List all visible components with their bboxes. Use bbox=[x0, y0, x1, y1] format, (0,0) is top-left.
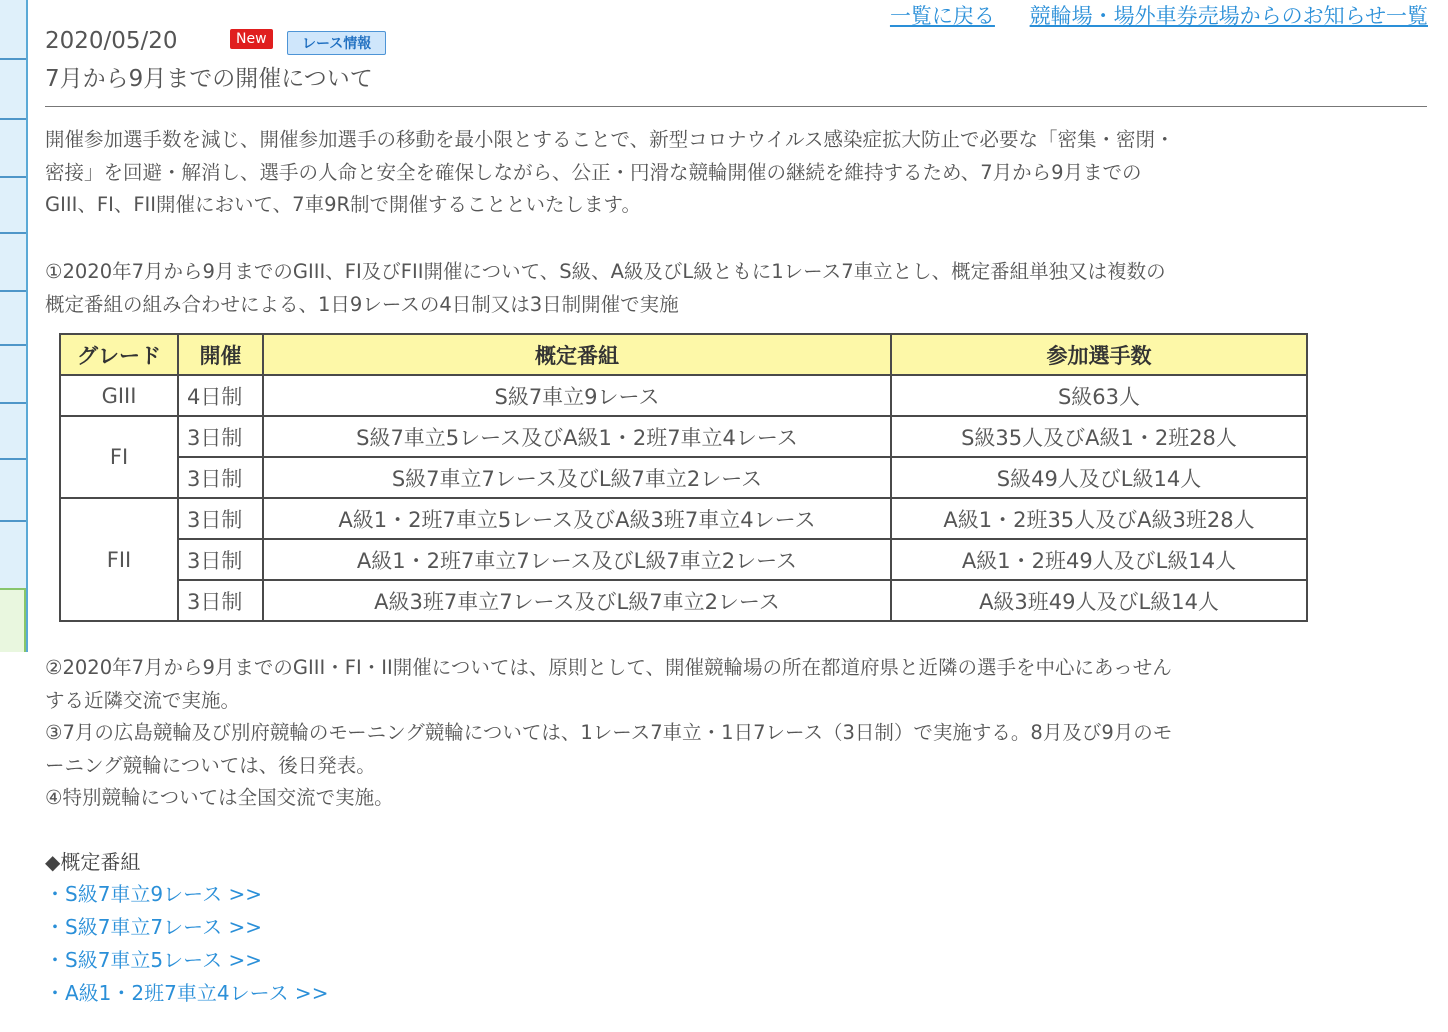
item-1-paragraph: ①2020年7月から9月までのGIII、FI及びFII開催について、S級、A級及びL級ともに1レース7車立とし、概定番組単独又は複数の 概定番組の組み合わせによる、1日9レースの4日制又は3日制開催で実施 bbox=[45, 260, 1166, 316]
article-date: 2020/05/20 bbox=[45, 28, 178, 54]
item-3-line: ーニング競輪については、後日発表。 bbox=[45, 753, 376, 777]
program-cell: S級7車立5レース及びA級1・2班7車立4レース bbox=[263, 416, 891, 457]
riders-cell: A級1・2班49人及びL級14人 bbox=[891, 539, 1307, 580]
item-2-line: する近隣交流で実施。 bbox=[45, 688, 241, 712]
title-divider bbox=[45, 106, 1427, 107]
days-cell: 4日制 bbox=[178, 375, 263, 416]
left-sidebar-strip bbox=[0, 0, 28, 652]
program-cell: A級1・2班7車立7レース及びL級7車立2レース bbox=[263, 539, 891, 580]
days-cell: 3日制 bbox=[178, 457, 263, 498]
riders-cell: S級63人 bbox=[891, 375, 1307, 416]
news-list-link[interactable]: 競輪場・場外車券売場からのお知らせ一覧 bbox=[1029, 4, 1428, 28]
item-2-line: ②2020年7月から9月までのGIII・FI・II開催については、原則として、開催競輪場の所在都道府県と近隣の選手を中心にあっせん bbox=[45, 656, 1172, 679]
back-to-list-link[interactable]: 一覧に戻る bbox=[889, 4, 995, 28]
table-row bbox=[60, 539, 1307, 580]
header-grade: グレード bbox=[60, 334, 178, 375]
days-cell: 3日制 bbox=[178, 539, 263, 580]
program-cell: A級3班7車立7レース及びL級7車立2レース bbox=[263, 580, 891, 621]
header-riders: 参加選手数 bbox=[891, 334, 1307, 375]
program-cell: S級7車立9レース bbox=[263, 375, 891, 416]
grade-cell: GIII bbox=[60, 375, 178, 416]
riders-cell: S級35人及びA級1・2班28人 bbox=[891, 416, 1307, 457]
program-link[interactable]: ・S級7車立9レース >> bbox=[45, 882, 263, 906]
category-badge: レース情報 bbox=[287, 31, 386, 55]
program-link[interactable]: ・S級7車立5レース >> bbox=[45, 948, 263, 972]
header-days: 開催 bbox=[178, 334, 263, 375]
header-program: 概定番組 bbox=[263, 334, 891, 375]
program-link[interactable]: ・S級7車立7レース >> bbox=[45, 915, 263, 939]
table-row bbox=[60, 457, 1307, 498]
intro-paragraph: 開催参加選手数を減じ、開催参加選手の移動を最小限とすることで、新型コロナウイルス感染症拡大防止で必要な「密集・密閉・ 密接」を回避・解消し、選手の人命と安全を確保しながら、公正・円滑な競輪開催の継続を維持するため、7月から9月までの GIII、FI、FII開催において、7車9R制で開催することといたします。 bbox=[45, 128, 1175, 216]
item-4-line: ④特別競輪については全国交流で実施。 bbox=[45, 786, 394, 809]
grade-cell: FI bbox=[60, 416, 178, 498]
program-link-list bbox=[45, 878, 328, 1010]
table-row bbox=[60, 580, 1307, 621]
table-row bbox=[60, 416, 1307, 457]
item-3-line: ③7月の広島競輪及び別府競輪のモーニング競輪については、1レース7車立・1日7レース（3日制）で実施する。8月及び9月のモ bbox=[45, 721, 1173, 744]
top-links bbox=[862, 0, 1428, 30]
new-badge: New bbox=[230, 29, 273, 49]
table-header-row bbox=[60, 334, 1307, 375]
days-cell: 3日制 bbox=[178, 498, 263, 539]
program-heading: ◆概定番組 bbox=[45, 850, 141, 874]
article-title: 7月から9月までの開催について bbox=[45, 66, 373, 92]
riders-cell: A級1・2班35人及びA級3班28人 bbox=[891, 498, 1307, 539]
riders-cell: S級49人及びL級14人 bbox=[891, 457, 1307, 498]
table-row bbox=[60, 375, 1307, 416]
notes-paragraph bbox=[45, 652, 1430, 815]
program-table bbox=[59, 333, 1308, 622]
table-row bbox=[60, 498, 1307, 539]
riders-cell: A級3班49人及びL級14人 bbox=[891, 580, 1307, 621]
program-link[interactable]: ・A級1・2班7車立4レース >> bbox=[45, 981, 329, 1005]
days-cell: 3日制 bbox=[178, 416, 263, 457]
days-cell: 3日制 bbox=[178, 580, 263, 621]
program-cell: A級1・2班7車立5レース及びA級3班7車立4レース bbox=[263, 498, 891, 539]
program-cell: S級7車立7レース及びL級7車立2レース bbox=[263, 457, 891, 498]
grade-cell: FII bbox=[60, 498, 178, 621]
